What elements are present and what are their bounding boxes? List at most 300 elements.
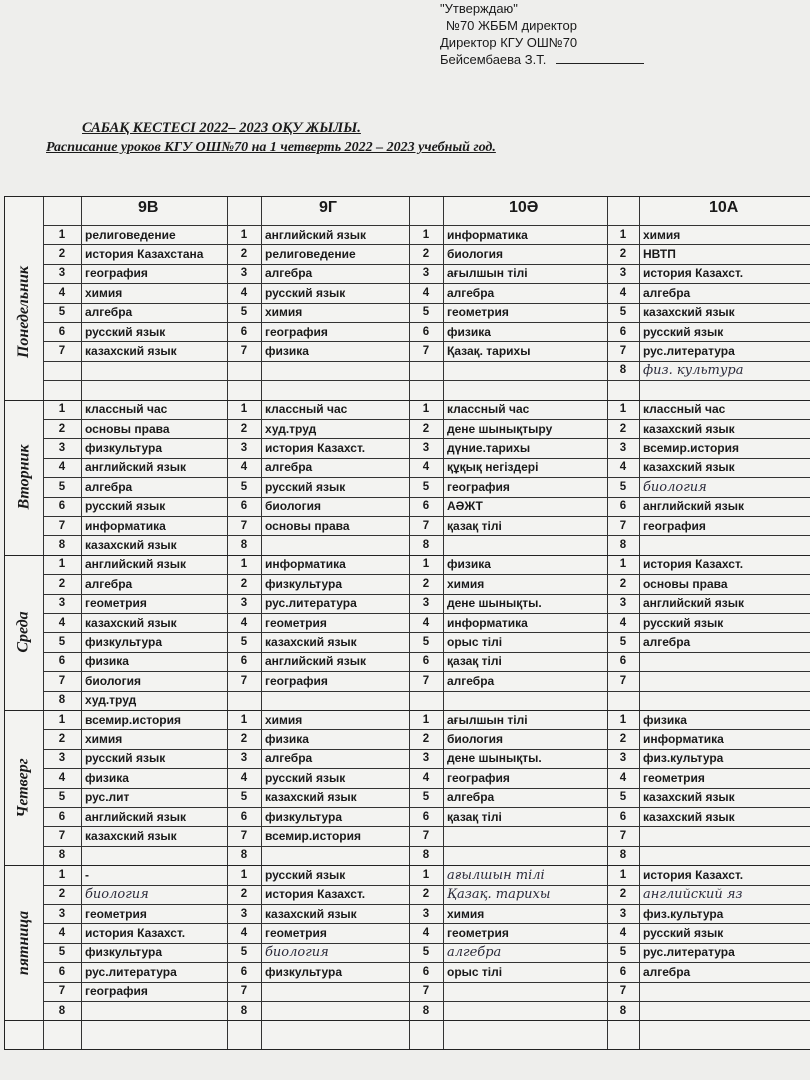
lesson-subject: рус.литература [643, 343, 735, 358]
lesson-subject: казахский язык [643, 305, 735, 320]
lesson-subject: русский язык [265, 770, 346, 785]
lesson-subject: история Казахст. [643, 867, 744, 882]
lesson-number [227, 361, 261, 380]
lesson-number: 6 [619, 965, 627, 978]
lesson-number: 7 [619, 985, 627, 998]
lesson-subject: география [447, 479, 510, 494]
lesson-subject: история Казахстана [85, 246, 204, 261]
lesson-number: 1 [240, 558, 248, 571]
lesson-subject: қазақ тілі [447, 809, 502, 824]
lesson-number: 6 [58, 500, 66, 513]
lesson-number: 6 [422, 810, 430, 823]
lesson-subject [447, 827, 605, 846]
lesson-subject: география [447, 770, 510, 785]
lesson-subject: казахский язык [643, 421, 735, 436]
approve-line-3: Директор КГУ ОШ№70 [440, 35, 578, 50]
lesson-subject [643, 846, 809, 865]
lesson-number: 5 [58, 635, 66, 648]
lesson-subject: физ.культура [643, 751, 724, 766]
lesson-subject [85, 361, 225, 380]
lesson-number: 4 [240, 461, 248, 474]
approve-line-1: "Утверждаю" [440, 1, 518, 16]
lesson-subject: дене шынықты. [447, 751, 542, 766]
lesson-number: 6 [58, 655, 66, 668]
lesson-subject: Қазақ. тарихы [447, 343, 531, 358]
director-name: Бейсембаева З.Т. [440, 52, 547, 67]
lesson-subject: биология [265, 945, 329, 961]
lesson-number: 7 [58, 519, 66, 532]
lesson-subject: русский язык [85, 499, 166, 514]
lesson-number: 6 [422, 500, 430, 513]
lesson-number: 7 [422, 829, 430, 842]
lesson-number: 6 [58, 810, 66, 823]
lesson-subject: английский яз [643, 887, 743, 903]
lesson-number: 2 [619, 247, 627, 260]
lesson-number: 3 [619, 907, 627, 920]
lesson-subject [643, 827, 809, 846]
lesson-number: 2 [422, 247, 430, 260]
lesson-number: 8 [619, 1004, 627, 1017]
lesson-subject: алгебра [85, 576, 133, 591]
lesson-subject: орыс тілі [447, 634, 503, 649]
lesson-subject: геометрия [85, 596, 147, 611]
lesson-number: 1 [58, 713, 66, 726]
lesson-number: 4 [619, 771, 627, 784]
day-name: пятница [15, 910, 33, 975]
lesson-subject: химия [643, 227, 681, 242]
lesson-number: 7 [58, 344, 66, 357]
lesson-number: 2 [58, 422, 66, 435]
lesson-number: 5 [619, 635, 627, 648]
lesson-subject: худ.труд [85, 693, 137, 708]
lesson-number: 5 [58, 480, 66, 493]
lesson-number: 7 [240, 674, 248, 687]
lesson-number: 1 [58, 868, 66, 881]
class-header: 9В [138, 199, 159, 216]
lesson-subject: қазақ тілі [447, 518, 502, 533]
lesson-subject [265, 846, 407, 865]
lesson-number: 3 [619, 597, 627, 610]
lesson-subject: геометрия [265, 925, 327, 940]
lesson-subject: алгебра [643, 634, 691, 649]
lesson-number: 5 [422, 480, 430, 493]
lesson-number: 4 [422, 616, 430, 629]
lesson-subject: алгебра [265, 266, 313, 281]
lesson-number: 1 [422, 403, 430, 416]
lesson-subject: алгебра [447, 790, 495, 805]
lesson-subject: алгебра [643, 285, 691, 300]
lesson-subject: қазақ тілі [447, 654, 502, 669]
lesson-subject: химия [447, 576, 485, 591]
lesson-subject: основы права [85, 421, 170, 436]
lesson-subject: история Казахст. [85, 925, 186, 940]
lesson-number: 7 [240, 519, 248, 532]
lesson-subject: рус.литература [265, 596, 357, 611]
lesson-number: 8 [58, 1004, 66, 1017]
lesson-number [409, 381, 443, 400]
lesson-number: 1 [422, 558, 430, 571]
lesson-number: 1 [422, 868, 430, 881]
lesson-subject [447, 691, 605, 710]
lesson-subject: ағылшын тілі [447, 266, 528, 281]
lesson-number: 5 [619, 480, 627, 493]
lesson-number: 1 [240, 228, 248, 241]
lesson-subject: алгебра [265, 460, 313, 475]
lesson-number: 2 [240, 577, 248, 590]
lesson-subject: ағылшын тілі [447, 712, 528, 727]
lesson-subject: алгебра [447, 945, 502, 961]
lesson-subject: биология [447, 731, 503, 746]
title-kz: САБАҚ КЕСТЕСІ 2022– 2023 ОҚУ ЖЫЛЫ. [82, 120, 361, 136]
title-ru: Расписание уроков КГУ ОШ№70 на 1 четверть 2022 – 2023 учебный год. [46, 140, 496, 155]
lesson-subject: алгебра [643, 964, 691, 979]
lesson-number: 2 [240, 422, 248, 435]
lesson-subject: русский язык [265, 285, 346, 300]
lesson-number: 8 [58, 538, 66, 551]
lesson-number: 8 [422, 849, 430, 862]
lesson-number: 4 [240, 286, 248, 299]
lesson-number: 8 [240, 538, 248, 551]
lesson-number: 2 [240, 888, 248, 901]
lesson-number: 1 [619, 868, 627, 881]
lesson-subject: НВТП [643, 246, 676, 261]
lesson-subject: русский язык [85, 751, 166, 766]
lesson-subject [85, 381, 225, 400]
lesson-number: 5 [619, 791, 627, 804]
lesson-number: 6 [422, 965, 430, 978]
lesson-subject: физ. культура [643, 363, 744, 379]
lesson-subject: дүние.тарихы [447, 440, 531, 455]
column-divider [443, 197, 444, 1049]
lesson-subject: - [85, 867, 89, 882]
lesson-subject [447, 361, 605, 380]
lesson-number: 7 [240, 344, 248, 357]
lesson-subject [447, 1002, 605, 1021]
lesson-subject: всемир.история [643, 440, 739, 455]
lesson-number: 2 [619, 422, 627, 435]
lesson-number: 5 [58, 791, 66, 804]
lesson-subject: английский язык [265, 654, 366, 669]
lesson-subject: химия [85, 285, 123, 300]
lesson-subject: химия [447, 906, 485, 921]
lesson-subject: алгебра [265, 751, 313, 766]
lesson-subject: казахский язык [265, 634, 357, 649]
lesson-subject: история Казахст. [643, 266, 744, 281]
lesson-subject: ағылшын тілі [447, 867, 545, 883]
lesson-subject: алгебра [447, 673, 495, 688]
lesson-number: 3 [422, 597, 430, 610]
signature-line [556, 51, 644, 64]
lesson-number: 5 [422, 635, 430, 648]
lesson-subject [643, 1002, 809, 1021]
lesson-subject: алгебра [85, 479, 133, 494]
lesson-number [409, 691, 443, 710]
lesson-number: 3 [619, 752, 627, 765]
lesson-number: 2 [619, 888, 627, 901]
lesson-number: 3 [58, 441, 66, 454]
lesson-subject: казахский язык [265, 790, 357, 805]
schedule-table [4, 196, 810, 1050]
lesson-number: 4 [619, 461, 627, 474]
lesson-number: 1 [619, 558, 627, 571]
lesson-subject: биология [85, 887, 149, 903]
lesson-subject: русский язык [643, 324, 724, 339]
lesson-subject: физика [643, 712, 687, 727]
lesson-subject: алгебра [447, 285, 495, 300]
lesson-number: 4 [58, 286, 66, 299]
lesson-number: 1 [58, 403, 66, 416]
lesson-subject: химия [265, 305, 303, 320]
lesson-subject: информатика [265, 557, 346, 572]
lesson-number: 5 [240, 635, 248, 648]
day-label [5, 225, 43, 400]
lesson-number: 2 [422, 732, 430, 745]
lesson-number: 2 [422, 422, 430, 435]
lesson-subject: физика [265, 731, 309, 746]
lesson-subject: всемир.история [85, 712, 181, 727]
lesson-subject [447, 982, 605, 1001]
day-label [5, 555, 43, 710]
lesson-number [227, 381, 261, 400]
lesson-number: 3 [422, 907, 430, 920]
lesson-subject: английский язык [85, 809, 186, 824]
lesson-number: 2 [619, 577, 627, 590]
lesson-number: 5 [240, 480, 248, 493]
approval-block [432, 0, 792, 68]
lesson-subject [643, 652, 809, 671]
lesson-subject: құқық негіздері [447, 460, 539, 475]
lesson-subject [265, 381, 407, 400]
lesson-number [409, 361, 443, 380]
lesson-subject: английский язык [85, 557, 186, 572]
lesson-subject: рус.литература [643, 945, 735, 960]
lesson-subject: информатика [643, 731, 724, 746]
lesson-number: 5 [240, 306, 248, 319]
lesson-number: 7 [619, 344, 627, 357]
day-label [5, 400, 43, 555]
lesson-number: 4 [58, 771, 66, 784]
day-name: Четверг [15, 757, 33, 818]
lesson-subject: классный час [447, 402, 530, 417]
lesson-number: 8 [240, 849, 248, 862]
lesson-subject: история Казахст. [265, 887, 366, 902]
lesson-subject [265, 361, 407, 380]
lesson-subject: геометрия [265, 615, 327, 630]
lesson-subject: алгебра [85, 305, 133, 320]
lesson-subject [643, 982, 809, 1001]
lesson-subject [265, 691, 407, 710]
lesson-number: 8 [619, 538, 627, 551]
lesson-number: 7 [422, 674, 430, 687]
lesson-subject [643, 381, 809, 400]
lesson-subject: русский язык [643, 615, 724, 630]
column-divider [639, 197, 640, 1049]
lesson-subject [447, 536, 605, 555]
class-header: 10Ә [509, 199, 539, 216]
lesson-number: 6 [422, 325, 430, 338]
lesson-number: 1 [240, 403, 248, 416]
lesson-number: 3 [240, 907, 248, 920]
lesson-number: 6 [240, 655, 248, 668]
lesson-number: 2 [422, 888, 430, 901]
lesson-number: 5 [58, 946, 66, 959]
lesson-number: 8 [422, 1004, 430, 1017]
lesson-subject: география [265, 324, 328, 339]
lesson-subject: религоведение [265, 246, 356, 261]
lesson-number: 4 [422, 926, 430, 939]
lesson-number: 3 [58, 752, 66, 765]
lesson-number: 1 [240, 868, 248, 881]
lesson-number: 6 [619, 810, 627, 823]
lesson-subject: биология [85, 673, 141, 688]
lesson-number: 3 [58, 907, 66, 920]
lesson-number [607, 381, 639, 400]
approve-line-2: №70 ЖББМ директор [446, 18, 577, 33]
lesson-subject: геометрия [85, 906, 147, 921]
lesson-subject: классный час [265, 402, 348, 417]
lesson-subject: АӘЖТ [447, 499, 483, 514]
lesson-number: 7 [58, 985, 66, 998]
lesson-number: 5 [422, 791, 430, 804]
lesson-subject: английский язык [643, 596, 744, 611]
lesson-subject [85, 1002, 225, 1021]
lesson-subject: казахский язык [643, 809, 735, 824]
lesson-number: 7 [422, 519, 430, 532]
lesson-number: 7 [619, 674, 627, 687]
lesson-subject: русский язык [85, 324, 166, 339]
lesson-number: 8 [619, 849, 627, 862]
lesson-number: 6 [58, 965, 66, 978]
lesson-subject: физ.культура [643, 906, 724, 921]
lesson-number: 8 [58, 694, 66, 707]
lesson-subject: биология [265, 499, 321, 514]
lesson-number: 1 [240, 713, 248, 726]
lesson-subject: дене шынықты. [447, 596, 542, 611]
lesson-subject: дене шынықтыру [447, 421, 553, 436]
lesson-subject [643, 672, 809, 691]
lesson-subject: история Казахст. [643, 557, 744, 572]
lesson-number: 4 [58, 926, 66, 939]
lesson-number: 4 [240, 926, 248, 939]
lesson-number: 1 [619, 403, 627, 416]
lesson-subject: география [643, 518, 706, 533]
lesson-number: 1 [619, 228, 627, 241]
lesson-number: 3 [422, 267, 430, 280]
lesson-subject: физика [447, 324, 491, 339]
lesson-subject: основы права [643, 576, 728, 591]
lesson-subject: физкультура [85, 945, 163, 960]
lesson-number: 6 [619, 655, 627, 668]
lesson-subject: английский язык [265, 227, 366, 242]
lesson-number: 2 [619, 732, 627, 745]
lesson-number: 4 [240, 616, 248, 629]
lesson-number: 3 [240, 267, 248, 280]
lesson-number: 2 [240, 247, 248, 260]
lesson-subject: казахский язык [85, 615, 177, 630]
lesson-number: 6 [619, 500, 627, 513]
lesson-subject: биология [447, 246, 503, 261]
lesson-subject: английский язык [643, 499, 744, 514]
lesson-subject: физика [85, 654, 129, 669]
lesson-number: 2 [240, 732, 248, 745]
lesson-number: 6 [58, 325, 66, 338]
lesson-subject: физкультура [265, 809, 343, 824]
lesson-subject [265, 1002, 407, 1021]
lesson-number: 4 [422, 461, 430, 474]
lesson-subject: геометрия [643, 770, 705, 785]
lesson-subject: рус.лит [85, 790, 130, 805]
lesson-subject: физкультура [265, 964, 343, 979]
lesson-number: 1 [619, 713, 627, 726]
lesson-subject: всемир.история [265, 828, 361, 843]
lesson-number: 4 [240, 771, 248, 784]
lesson-number: 7 [240, 985, 248, 998]
lesson-number: 5 [619, 946, 627, 959]
lesson-subject: физика [447, 557, 491, 572]
lesson-number: 8 [58, 849, 66, 862]
lesson-subject: география [85, 266, 148, 281]
lesson-subject: казахский язык [85, 343, 177, 358]
lesson-subject: геометрия [447, 305, 509, 320]
lesson-number: 4 [619, 926, 627, 939]
column-divider [81, 197, 82, 1049]
lesson-number: 7 [619, 829, 627, 842]
lesson-subject: физика [85, 770, 129, 785]
lesson-subject: физкультура [85, 440, 163, 455]
day-name: Вторник [15, 444, 32, 510]
lesson-subject [447, 381, 605, 400]
lesson-subject [265, 982, 407, 1001]
lesson-number: 7 [422, 344, 430, 357]
lesson-subject: орыс тілі [447, 964, 503, 979]
lesson-number: 6 [240, 325, 248, 338]
lesson-number [227, 691, 261, 710]
lesson-subject: физкультура [85, 634, 163, 649]
lesson-subject: история Казахст. [265, 440, 366, 455]
lesson-number: 2 [58, 577, 66, 590]
lesson-number: 5 [619, 306, 627, 319]
lesson-number: 7 [619, 519, 627, 532]
lesson-number: 1 [58, 558, 66, 571]
lesson-subject: казахский язык [643, 460, 735, 475]
lesson-subject: религоведение [85, 227, 176, 242]
lesson-subject: русский язык [643, 925, 724, 940]
lesson-subject: информатика [447, 615, 528, 630]
lesson-subject: география [265, 673, 328, 688]
lesson-number: 1 [58, 228, 66, 241]
lesson-number: 4 [58, 461, 66, 474]
lesson-number: 3 [240, 752, 248, 765]
lesson-number [43, 381, 81, 400]
lesson-subject: информатика [85, 518, 166, 533]
lesson-number: 3 [422, 441, 430, 454]
lesson-subject [85, 846, 225, 865]
lesson-number: 4 [58, 616, 66, 629]
lesson-subject [447, 846, 605, 865]
day-name: Понедельник [15, 266, 32, 359]
lesson-subject: рус.литература [85, 964, 177, 979]
lesson-subject: химия [85, 731, 123, 746]
lesson-subject: физкультура [265, 576, 343, 591]
column-divider [261, 197, 262, 1049]
lesson-number [43, 361, 81, 380]
lesson-number: 7 [58, 829, 66, 842]
lesson-number: 3 [240, 597, 248, 610]
lesson-number: 8 [422, 538, 430, 551]
approve-line-4 [432, 51, 792, 68]
lesson-subject: казахский язык [85, 537, 177, 552]
lesson-number: 5 [422, 946, 430, 959]
